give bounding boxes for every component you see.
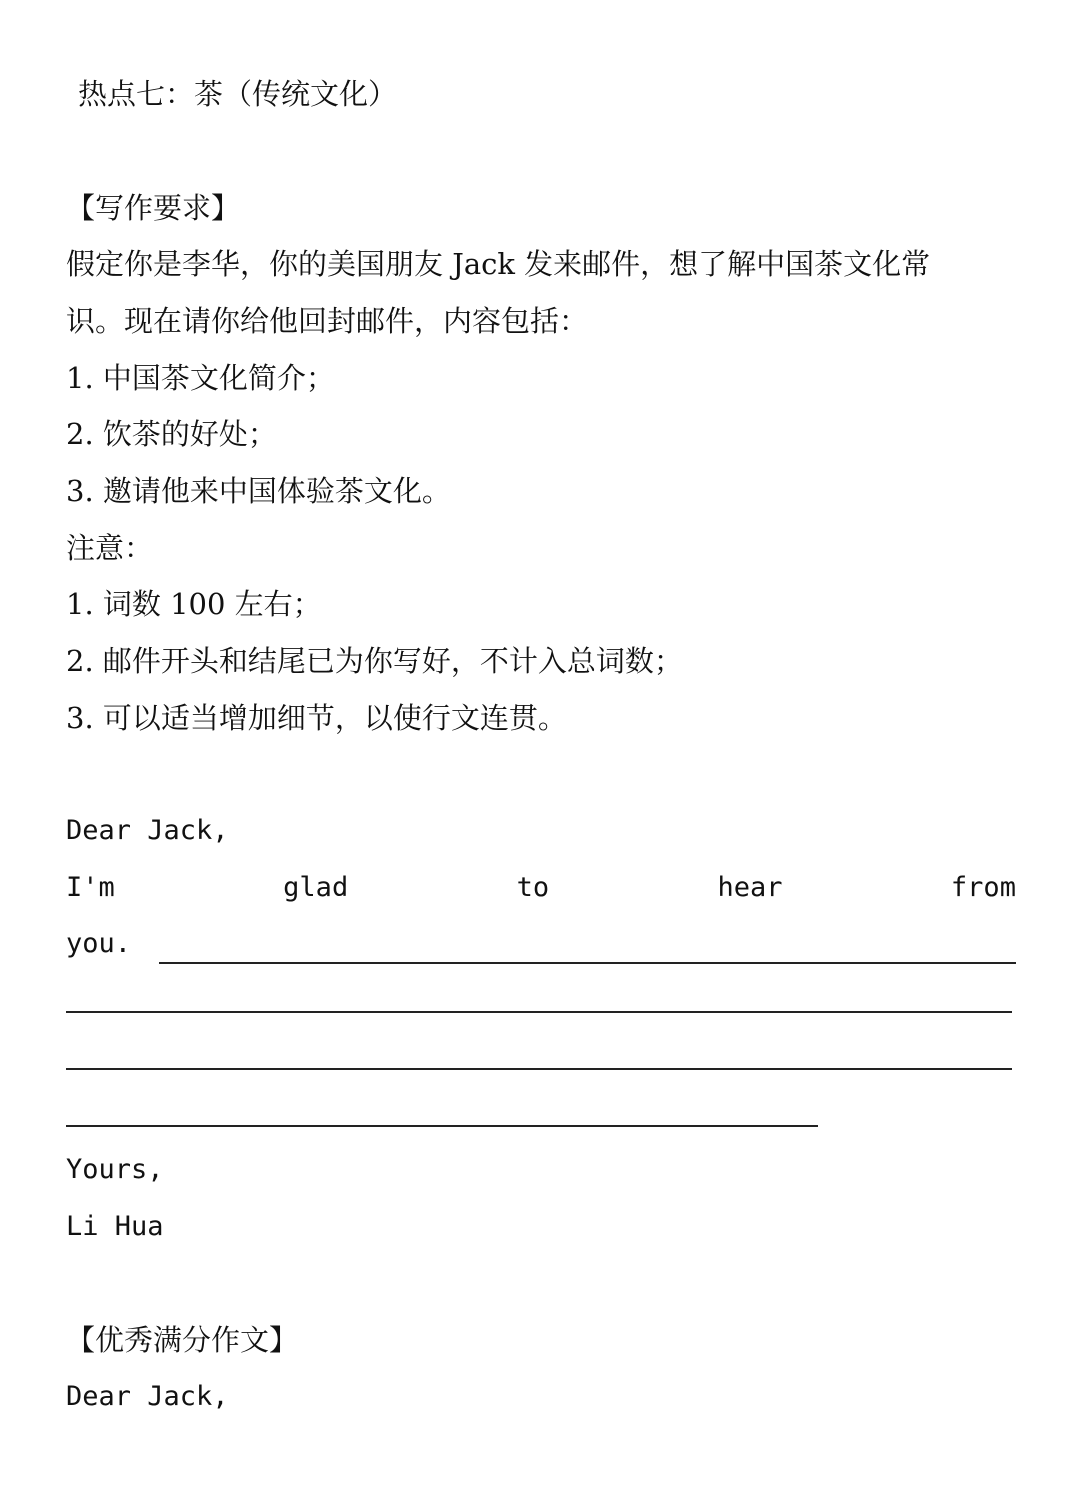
opening-word: glad [283, 872, 349, 903]
requirement-item-2: 2. 饮茶的好处； [66, 417, 277, 451]
opening-word: to [516, 872, 550, 903]
opening-tail: you. [66, 928, 132, 959]
requirements-intro-line-1: 假定你是李华，你的美国朋友 Jack 发来邮件，想了解中国茶文化常 [66, 247, 931, 281]
requirement-item-3: 3. 邀请他来中国体验茶文化。 [66, 474, 451, 508]
sample-heading: 【优秀满分作文】 [66, 1323, 299, 1357]
sample-greeting: Dear Jack, [66, 1381, 229, 1412]
requirements-intro-line-2: 识。现在请你给他回封邮件，内容包括： [66, 304, 589, 338]
page-title: 热点七：茶（传统文化） [78, 77, 398, 111]
note-item-2: 2. 邮件开头和结尾已为你写好，不计入总词数； [66, 644, 683, 678]
opening-word: hear [717, 872, 783, 903]
opening-word: I'm [66, 872, 115, 903]
requirements-heading: 【写作要求】 [66, 191, 241, 225]
note-item-3: 3. 可以适当增加细节，以使行文连贯。 [66, 701, 567, 735]
letter-answer-line-1[interactable] [66, 924, 1016, 964]
opening-word: from [950, 872, 1016, 903]
answer-line-4[interactable] [66, 1125, 818, 1127]
answer-line-2[interactable] [66, 1011, 1012, 1013]
letter-signature: Li Hua [66, 1211, 164, 1242]
letter-closing: Yours, [66, 1154, 164, 1185]
note-item-1: 1. 词数 100 左右； [66, 587, 322, 621]
letter-greeting: Dear Jack, [66, 815, 229, 846]
letter-opening-line [66, 868, 1016, 908]
requirement-item-1: 1. 中国茶文化简介； [66, 361, 335, 395]
notes-heading: 注意： [66, 531, 154, 565]
answer-line-3[interactable] [66, 1068, 1012, 1070]
answer-blank[interactable] [159, 936, 1016, 964]
